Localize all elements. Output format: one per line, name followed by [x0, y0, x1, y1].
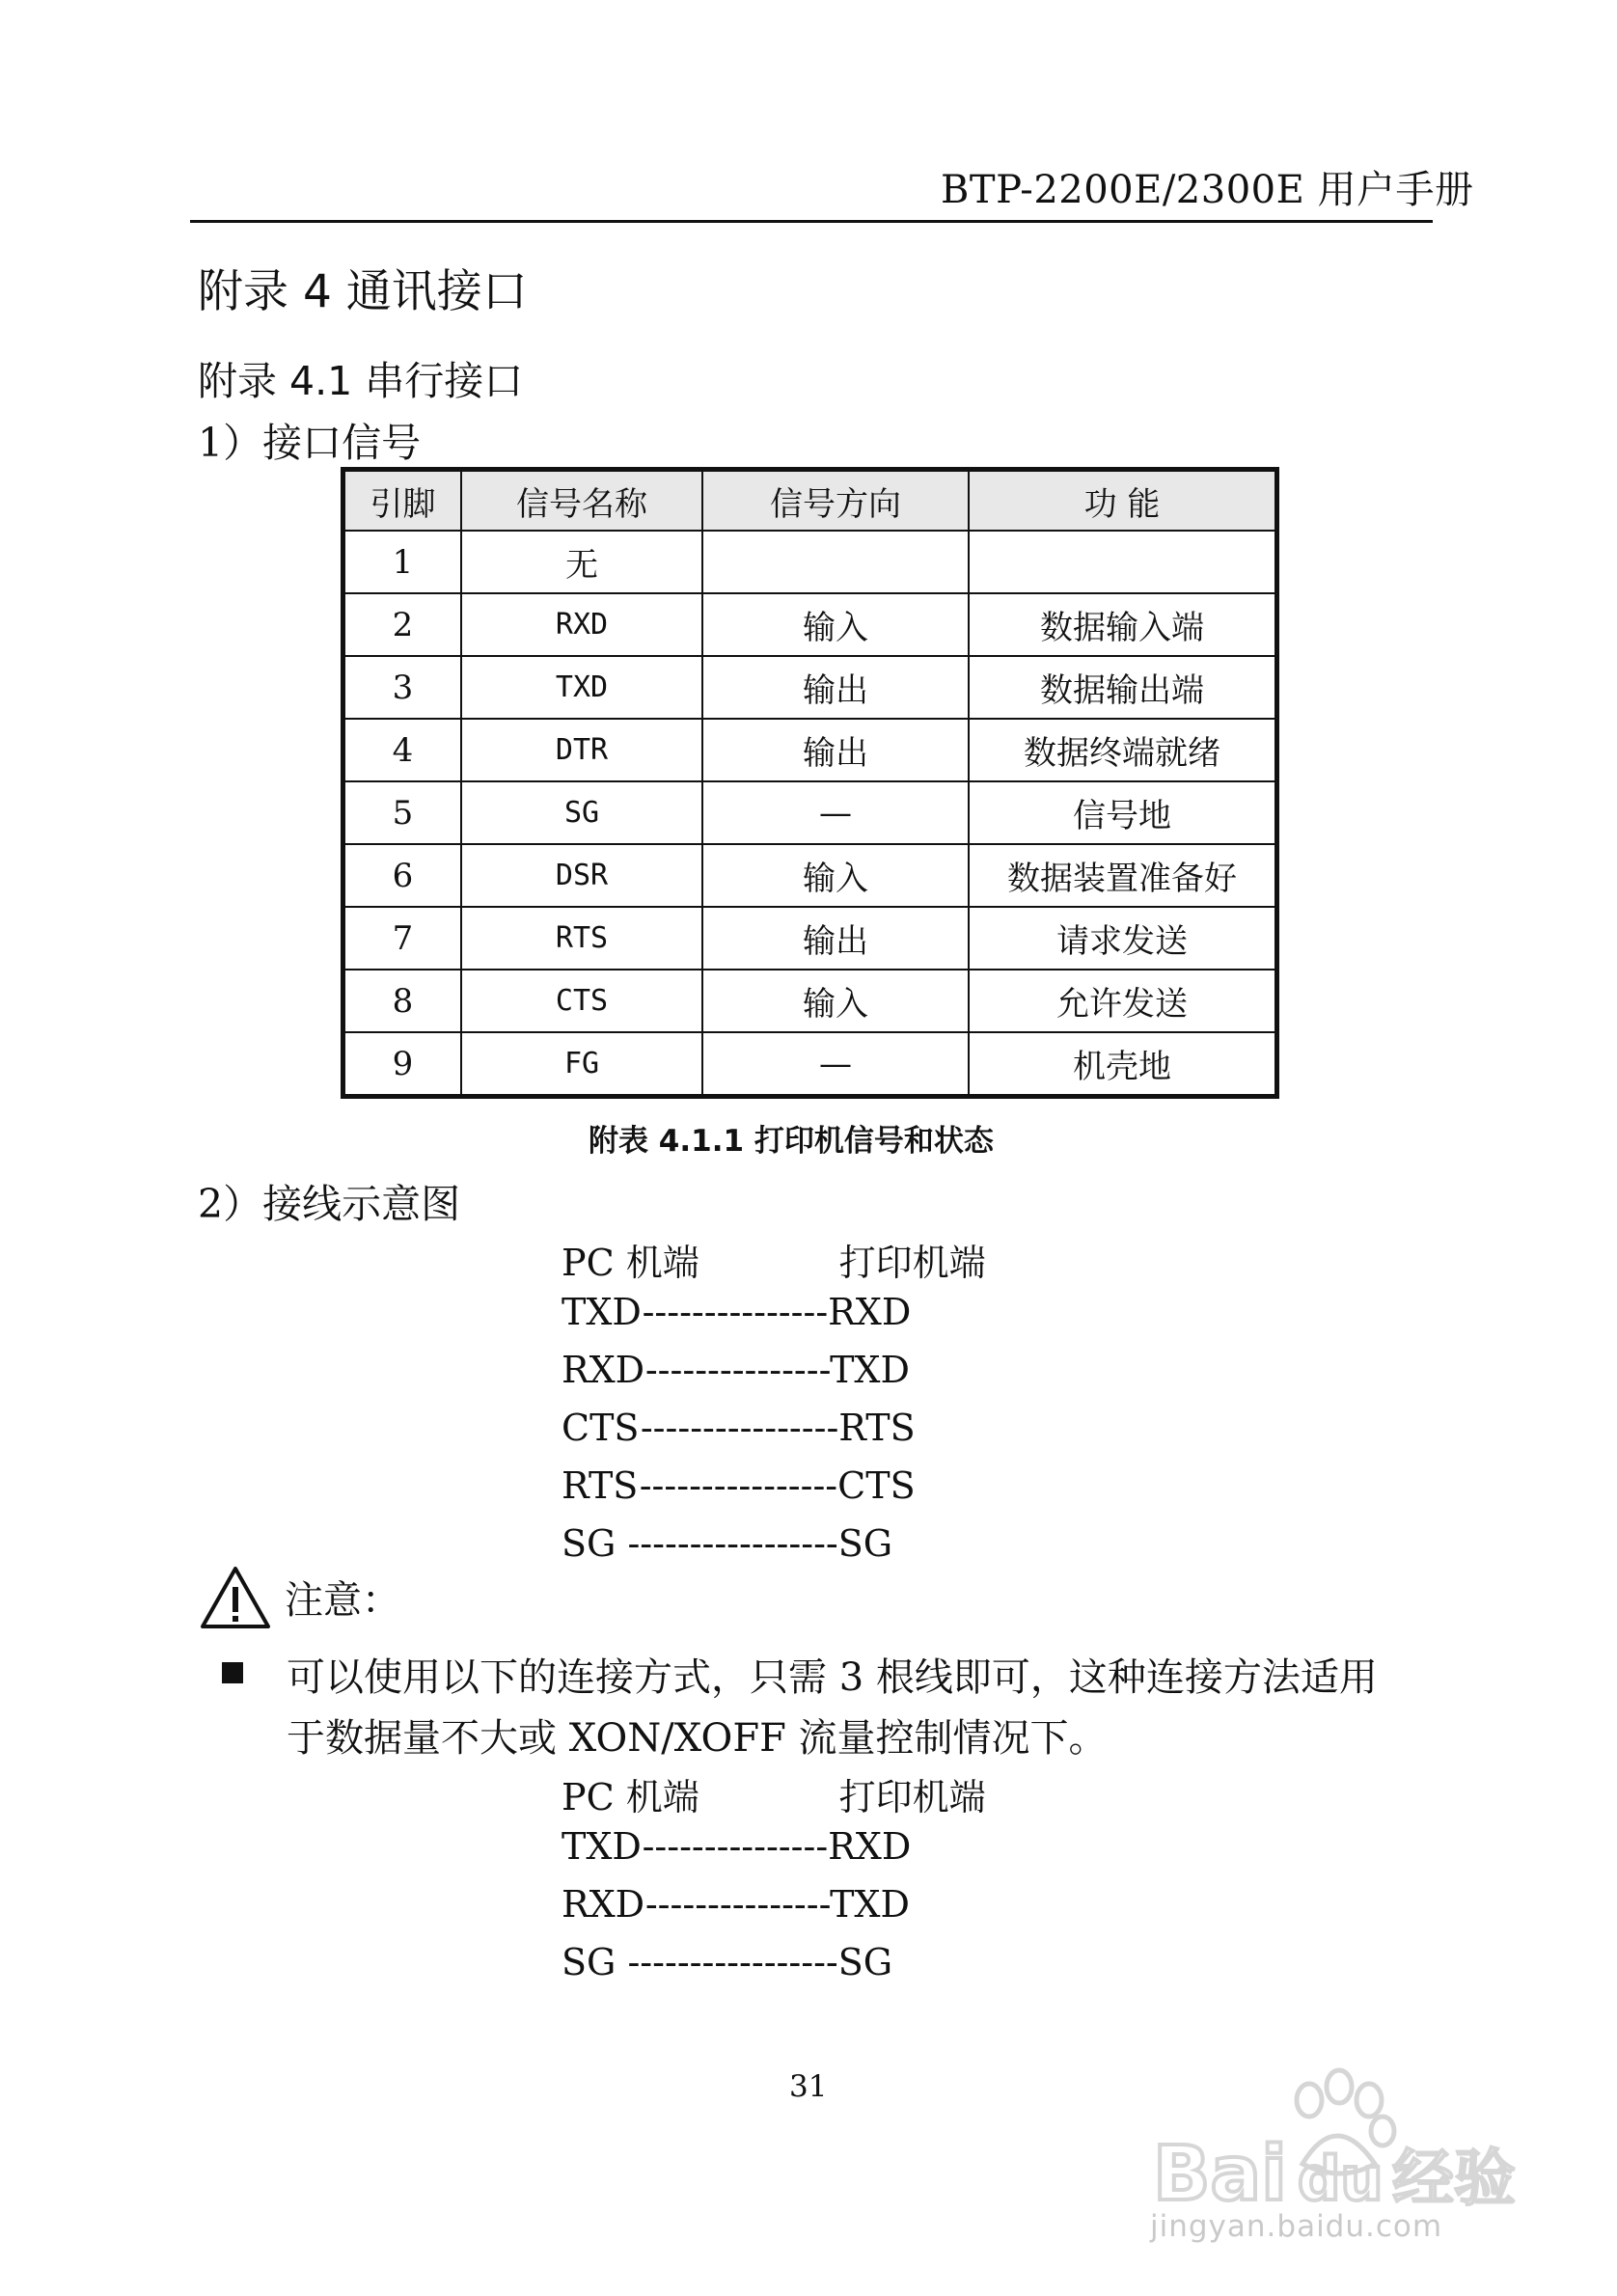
note-text-line2: 于数据量不大或 XON/XOFF 流量控制情况下。: [287, 1716, 1108, 1761]
table-header-cell: 引脚: [343, 470, 462, 532]
appendix-title: 附录 4 通讯接口: [198, 265, 528, 318]
wiring2-header: PC 机端 打印机端: [562, 1776, 986, 1818]
pin-cell: 7: [343, 907, 462, 970]
function-cell: 信号地: [969, 781, 1277, 844]
direction-cell: 输入: [702, 844, 969, 907]
subsection-wiring-diagram: 2）接线示意图: [198, 1181, 461, 1227]
pin-cell: 1: [343, 531, 462, 593]
table-row: [343, 656, 1277, 719]
table-row: [343, 844, 1277, 907]
wiring2-line: TXD---------------RXD: [562, 1825, 912, 1868]
direction-cell: 输入: [702, 593, 969, 656]
wiring-line: CTS----------------RTS: [562, 1407, 916, 1449]
wiring-line: SG -----------------SG: [562, 1522, 893, 1565]
table-caption: 附表 4.1.1 打印机信号和状态: [589, 1124, 994, 1159]
signal-name-cell: RTS: [461, 907, 702, 970]
pin-cell: 9: [343, 1032, 462, 1097]
table-header-cell: 功 能: [969, 470, 1277, 532]
function-cell: 数据装置准备好: [969, 844, 1277, 907]
watermark-brand2: du: [1298, 2144, 1384, 2214]
pin-cell: 3: [343, 656, 462, 719]
warning-icon: [200, 1566, 271, 1629]
function-cell: [969, 531, 1277, 593]
table-row: [343, 719, 1277, 781]
signal-name-cell: CTS: [461, 970, 702, 1032]
function-cell: 机壳地: [969, 1032, 1277, 1097]
watermark-brand: Bai: [1153, 2131, 1287, 2218]
function-cell: 允许发送: [969, 970, 1277, 1032]
table-header-cell: 信号名称: [461, 470, 702, 532]
wiring2-line: SG -----------------SG: [562, 1941, 893, 1983]
function-cell: 数据输出端: [969, 656, 1277, 719]
watermark-brand-cn: 经验: [1392, 2144, 1516, 2215]
wiring-line: RTS----------------CTS: [562, 1464, 916, 1507]
direction-cell: 输出: [702, 656, 969, 719]
subsection-interface-signals: 1）接口信号: [198, 420, 422, 466]
table-row: [343, 907, 1277, 970]
note-label: 注意：: [285, 1578, 400, 1623]
header-rule: [190, 220, 1433, 223]
function-cell: 数据终端就绪: [969, 719, 1277, 781]
wiring-line: RXD---------------TXD: [562, 1349, 910, 1391]
table-row: [343, 1032, 1277, 1097]
section-title: 附录 4.1 串行接口: [198, 358, 524, 404]
direction-cell: 输入: [702, 970, 969, 1032]
direction-cell: 输出: [702, 719, 969, 781]
pin-cell: 2: [343, 593, 462, 656]
pin-cell: 8: [343, 970, 462, 1032]
wiring-line: TXD---------------RXD: [562, 1291, 912, 1333]
table-header-cell: 信号方向: [702, 470, 969, 532]
direction-cell: —: [702, 1032, 969, 1097]
table-header-row: [343, 470, 1277, 532]
function-cell: 请求发送: [969, 907, 1277, 970]
signal-name-cell: FG: [461, 1032, 702, 1097]
pin-cell: 6: [343, 844, 462, 907]
signal-table: [341, 467, 1279, 1099]
table-row: [343, 781, 1277, 844]
function-cell: 数据输入端: [969, 593, 1277, 656]
page-number: 31: [789, 2069, 828, 2104]
signal-name-cell: DTR: [461, 719, 702, 781]
direction-cell: —: [702, 781, 969, 844]
direction-cell: [702, 531, 969, 593]
note-text-line1: 可以使用以下的连接方式，只需 3 根线即可，这种连接方法适用: [287, 1655, 1378, 1700]
signal-name-cell: DSR: [461, 844, 702, 907]
signal-name-cell: TXD: [461, 656, 702, 719]
watermark-site: jingyan.baidu.com: [1150, 2209, 1443, 2244]
direction-cell: 输出: [702, 907, 969, 970]
signal-name-cell: RXD: [461, 593, 702, 656]
pin-cell: 4: [343, 719, 462, 781]
wiring2-line: RXD---------------TXD: [562, 1883, 910, 1926]
pin-cell: 5: [343, 781, 462, 844]
table-row: [343, 593, 1277, 656]
bullet-square-icon: [222, 1662, 243, 1683]
signal-name-cell: SG: [461, 781, 702, 844]
table-row: [343, 531, 1277, 593]
running-header: BTP-2200E/2300E 用户手册: [941, 168, 1474, 212]
signal-name-cell: 无: [461, 531, 702, 593]
table-row: [343, 970, 1277, 1032]
wiring-header: PC 机端 打印机端: [562, 1242, 986, 1284]
